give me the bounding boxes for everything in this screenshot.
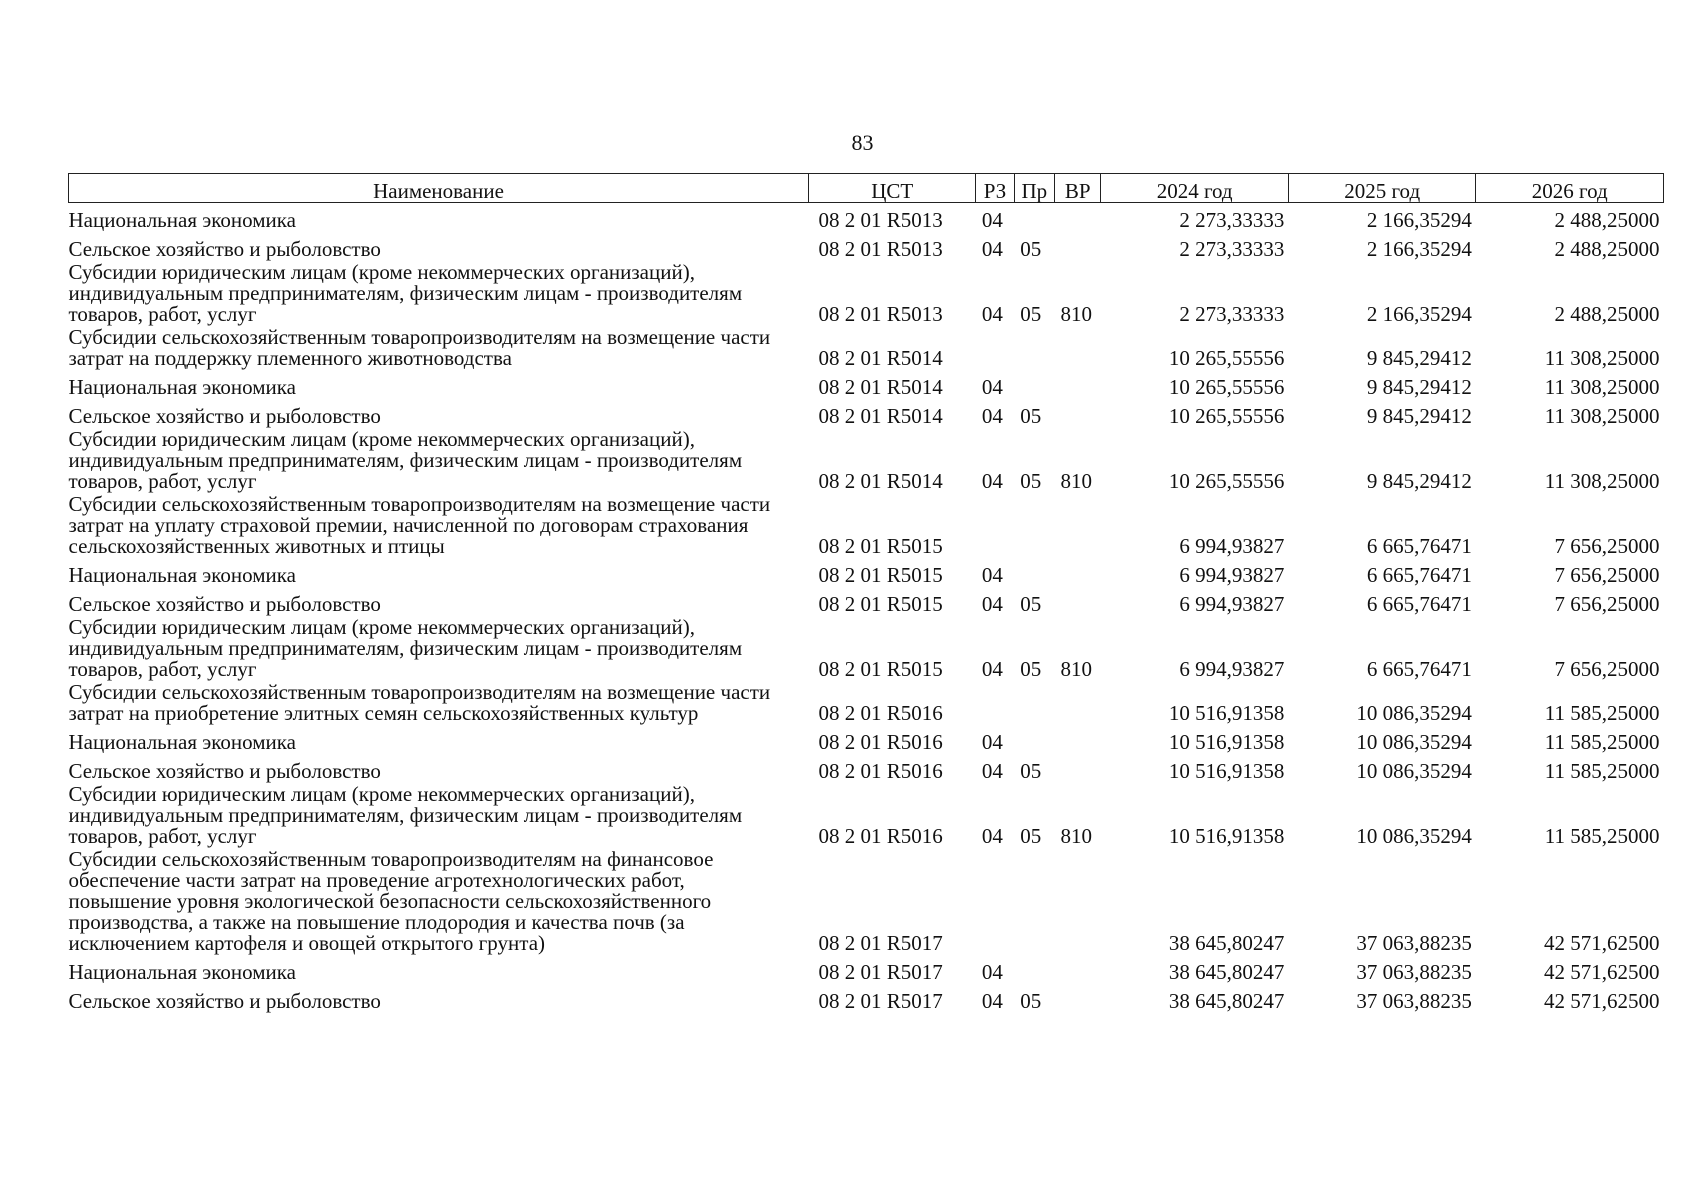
- table-row: [69, 399, 1664, 428]
- cell-vr: [1055, 984, 1101, 1013]
- cell-pr: 05: [1020, 469, 1042, 493]
- cell-y2024: 2 273,33333: [1179, 237, 1285, 261]
- table-row: [69, 428, 1664, 493]
- cell-name: Сельское хозяйство и рыболовство: [68, 404, 381, 428]
- header-pr: Пр: [1014, 174, 1054, 203]
- cell-name: Субсидии юридическим лицам (кроме некоммерческих организаций), индивидуальным предпринимателям, физическим лицам - производителям товаров, работ, услуг: [68, 260, 743, 326]
- cell-pr: [1014, 370, 1054, 399]
- cell-pr: 05: [1020, 759, 1042, 783]
- cell-y2025: 6 665,76471: [1366, 534, 1472, 558]
- cell-y2025: 6 665,76471: [1366, 563, 1472, 587]
- cell-y2026: 7 656,25000: [1554, 563, 1660, 587]
- cell-cst: 08 2 01 R5013: [818, 208, 943, 232]
- cell-y2024: 6 994,93827: [1179, 534, 1285, 558]
- cell-y2026: 11 308,25000: [1544, 469, 1660, 493]
- table-row: [69, 616, 1664, 681]
- cell-name: Сельское хозяйство и рыболовство: [68, 759, 381, 783]
- cell-y2024: 38 645,80247: [1168, 989, 1285, 1013]
- cell-y2026: 7 656,25000: [1554, 657, 1660, 681]
- cell-pr: [1014, 848, 1054, 955]
- cell-y2026: 11 308,25000: [1544, 375, 1660, 399]
- cell-vr: [1055, 493, 1101, 558]
- cell-rz: 04: [981, 657, 1003, 681]
- cell-vr: 810: [1060, 824, 1093, 848]
- cell-y2025: 10 086,35294: [1356, 701, 1472, 725]
- cell-vr: [1055, 754, 1101, 783]
- cell-name: Субсидии юридическим лицам (кроме некоммерческих организаций), индивидуальным предпринимателям, физическим лицам - производителям товаров, работ, услуг: [68, 615, 743, 681]
- cell-rz: [976, 326, 1014, 370]
- cell-rz: 04: [981, 960, 1003, 984]
- cell-name: Сельское хозяйство и рыболовство: [68, 592, 381, 616]
- cell-rz: 04: [981, 469, 1003, 493]
- cell-y2026: 11 585,25000: [1544, 824, 1660, 848]
- cell-y2025: 9 845,29412: [1366, 469, 1472, 493]
- cell-y2026: 2 488,25000: [1554, 302, 1660, 326]
- cell-rz: 04: [981, 563, 1003, 587]
- table-row: [69, 681, 1664, 725]
- cell-y2026: 11 585,25000: [1544, 759, 1660, 783]
- table-row: [69, 232, 1664, 261]
- cell-name: Субсидии сельскохозяйственным товаропроизводителям на финансовое обеспечение части затрат на проведение агротехнологических работ, повышение уровня экологической безопасности сельскохозяйственного производства, а также на повышение плодородия и качества почв (за исключением картофеля и овощей открытого грунта): [68, 847, 714, 955]
- cell-y2025: 10 086,35294: [1356, 824, 1472, 848]
- cell-y2026: 11 308,25000: [1544, 346, 1660, 370]
- cell-y2024: 2 273,33333: [1179, 208, 1285, 232]
- header-2026: 2026 год: [1476, 174, 1664, 203]
- header-2024: 2024 год: [1101, 174, 1289, 203]
- cell-y2025: 6 665,76471: [1366, 592, 1472, 616]
- cell-cst: 08 2 01 R5015: [818, 657, 943, 681]
- cell-rz: [976, 493, 1014, 558]
- cell-y2026: 2 488,25000: [1554, 237, 1660, 261]
- cell-y2026: 42 571,62500: [1544, 960, 1660, 984]
- cell-vr: [1055, 326, 1101, 370]
- cell-y2025: 9 845,29412: [1366, 375, 1472, 399]
- cell-rz: 04: [981, 404, 1003, 428]
- cell-cst: 08 2 01 R5014: [818, 346, 943, 370]
- cell-y2025: 10 086,35294: [1356, 730, 1472, 754]
- table-row: [69, 326, 1664, 370]
- cell-rz: 04: [981, 989, 1003, 1013]
- cell-pr: [1014, 725, 1054, 754]
- cell-y2024: 38 645,80247: [1168, 931, 1285, 955]
- cell-rz: 04: [981, 302, 1003, 326]
- cell-y2024: 2 273,33333: [1179, 302, 1285, 326]
- cell-rz: 04: [981, 592, 1003, 616]
- table-header-row: [69, 174, 1664, 203]
- table-row: [69, 725, 1664, 754]
- header-vr: ВР: [1055, 174, 1101, 203]
- table-row: [69, 493, 1664, 558]
- cell-vr: [1055, 558, 1101, 587]
- cell-y2024: 6 994,93827: [1179, 657, 1285, 681]
- cell-y2026: 11 585,25000: [1544, 730, 1660, 754]
- cell-cst: 08 2 01 R5016: [818, 824, 943, 848]
- cell-rz: 04: [981, 237, 1003, 261]
- cell-y2026: 11 308,25000: [1544, 404, 1660, 428]
- cell-pr: 05: [1020, 404, 1042, 428]
- cell-y2024: 38 645,80247: [1168, 960, 1285, 984]
- cell-y2024: 10 265,55556: [1168, 375, 1285, 399]
- table-row: [69, 587, 1664, 616]
- table-body: [69, 203, 1664, 1014]
- cell-pr: 05: [1020, 657, 1042, 681]
- cell-vr: 810: [1060, 657, 1093, 681]
- cell-vr: [1055, 681, 1101, 725]
- header-rz: РЗ: [976, 174, 1014, 203]
- cell-rz: 04: [981, 824, 1003, 848]
- cell-name: Субсидии юридическим лицам (кроме некоммерческих организаций), индивидуальным предпринимателям, физическим лицам - производителям товаров, работ, услуг: [68, 782, 743, 848]
- page-number: 83: [851, 130, 874, 155]
- cell-name: Сельское хозяйство и рыболовство: [68, 237, 381, 261]
- cell-y2024: 10 265,55556: [1168, 404, 1285, 428]
- cell-pr: 05: [1020, 302, 1042, 326]
- cell-y2025: 37 063,88235: [1356, 989, 1472, 1013]
- cell-y2025: 2 166,35294: [1366, 208, 1472, 232]
- cell-vr: [1055, 587, 1101, 616]
- cell-y2025: 9 845,29412: [1366, 346, 1472, 370]
- cell-cst: 08 2 01 R5013: [818, 237, 943, 261]
- cell-y2025: 37 063,88235: [1356, 931, 1472, 955]
- cell-cst: 08 2 01 R5016: [818, 759, 943, 783]
- table-row: [69, 558, 1664, 587]
- header-cst: ЦСТ: [809, 174, 976, 203]
- cell-y2024: 10 265,55556: [1168, 469, 1285, 493]
- table-row: [69, 848, 1664, 955]
- table-row: [69, 783, 1664, 848]
- table-row: [69, 955, 1664, 984]
- cell-vr: [1055, 232, 1101, 261]
- cell-vr: [1055, 848, 1101, 955]
- cell-y2025: 37 063,88235: [1356, 960, 1472, 984]
- cell-pr: 05: [1020, 237, 1042, 261]
- cell-y2025: 6 665,76471: [1366, 657, 1472, 681]
- cell-y2026: 42 571,62500: [1544, 989, 1660, 1013]
- cell-y2024: 6 994,93827: [1179, 592, 1285, 616]
- cell-cst: 08 2 01 R5014: [818, 469, 943, 493]
- cell-name: Субсидии сельскохозяйственным товаропроизводителям на возмещение части затрат на приобретение элитных семян сельскохозяйственных культур: [68, 680, 771, 725]
- cell-pr: [1014, 326, 1054, 370]
- cell-y2024: 10 516,91358: [1168, 730, 1285, 754]
- cell-cst: 08 2 01 R5015: [818, 534, 943, 558]
- cell-rz: [976, 681, 1014, 725]
- cell-y2025: 2 166,35294: [1366, 302, 1472, 326]
- cell-vr: [1055, 399, 1101, 428]
- cell-y2024: 10 516,91358: [1168, 824, 1285, 848]
- cell-y2024: 10 516,91358: [1168, 759, 1285, 783]
- cell-cst: 08 2 01 R5015: [818, 592, 943, 616]
- table-row: [69, 370, 1664, 399]
- cell-name: Субсидии юридическим лицам (кроме некоммерческих организаций), индивидуальным предпринимателям, физическим лицам - производителям товаров, работ, услуг: [68, 427, 743, 493]
- cell-y2024: 10 265,55556: [1168, 346, 1285, 370]
- cell-y2026: 7 656,25000: [1554, 592, 1660, 616]
- cell-pr: [1014, 558, 1054, 587]
- cell-rz: 04: [981, 730, 1003, 754]
- cell-y2026: 11 585,25000: [1544, 701, 1660, 725]
- cell-y2024: 6 994,93827: [1179, 563, 1285, 587]
- cell-vr: 810: [1060, 302, 1093, 326]
- cell-name: Национальная экономика: [68, 960, 296, 984]
- cell-pr: [1014, 493, 1054, 558]
- cell-y2026: 2 488,25000: [1554, 208, 1660, 232]
- cell-y2026: 42 571,62500: [1544, 931, 1660, 955]
- cell-name: Сельское хозяйство и рыболовство: [68, 989, 381, 1013]
- cell-vr: [1055, 955, 1101, 984]
- cell-name: Субсидии сельскохозяйственным товаропроизводителям на возмещение части затрат на поддержку племенного животноводства: [68, 325, 771, 370]
- cell-y2024: 10 516,91358: [1168, 701, 1285, 725]
- header-name: Наименование: [69, 174, 809, 203]
- cell-cst: 08 2 01 R5014: [818, 404, 943, 428]
- cell-name: Национальная экономика: [68, 375, 296, 399]
- table-row: [69, 984, 1664, 1013]
- cell-pr: [1014, 955, 1054, 984]
- cell-rz: 04: [981, 208, 1003, 232]
- cell-pr: 05: [1020, 592, 1042, 616]
- cell-cst: 08 2 01 R5016: [818, 701, 943, 725]
- budget-table: [68, 173, 1664, 1013]
- cell-cst: 08 2 01 R5017: [818, 989, 943, 1013]
- cell-name: Национальная экономика: [68, 563, 296, 587]
- cell-vr: [1055, 725, 1101, 754]
- table-row: [69, 754, 1664, 783]
- cell-y2025: 2 166,35294: [1366, 237, 1472, 261]
- cell-name: Субсидии сельскохозяйственным товаропроизводителям на возмещение части затрат на уплату страховой премии, начисленной по договорам страхования сельскохозяйственных животных и птицы: [68, 492, 771, 558]
- cell-pr: [1014, 681, 1054, 725]
- cell-y2026: 7 656,25000: [1554, 534, 1660, 558]
- cell-y2025: 9 845,29412: [1366, 404, 1472, 428]
- table-row: [69, 261, 1664, 326]
- cell-cst: 08 2 01 R5013: [818, 302, 943, 326]
- cell-pr: [1014, 203, 1054, 233]
- header-2025: 2025 год: [1288, 174, 1476, 203]
- cell-vr: 810: [1060, 469, 1093, 493]
- cell-rz: [976, 848, 1014, 955]
- cell-cst: 08 2 01 R5014: [818, 375, 943, 399]
- cell-rz: 04: [981, 759, 1003, 783]
- table-row: [69, 203, 1664, 233]
- cell-vr: [1055, 203, 1101, 233]
- cell-rz: 04: [981, 375, 1003, 399]
- cell-name: Национальная экономика: [68, 208, 296, 232]
- cell-cst: 08 2 01 R5015: [818, 563, 943, 587]
- cell-pr: 05: [1020, 824, 1042, 848]
- cell-pr: 05: [1020, 989, 1042, 1013]
- cell-cst: 08 2 01 R5016: [818, 730, 943, 754]
- cell-vr: [1055, 370, 1101, 399]
- cell-cst: 08 2 01 R5017: [818, 960, 943, 984]
- cell-cst: 08 2 01 R5017: [818, 931, 943, 955]
- cell-name: Национальная экономика: [68, 730, 296, 754]
- cell-y2025: 10 086,35294: [1356, 759, 1472, 783]
